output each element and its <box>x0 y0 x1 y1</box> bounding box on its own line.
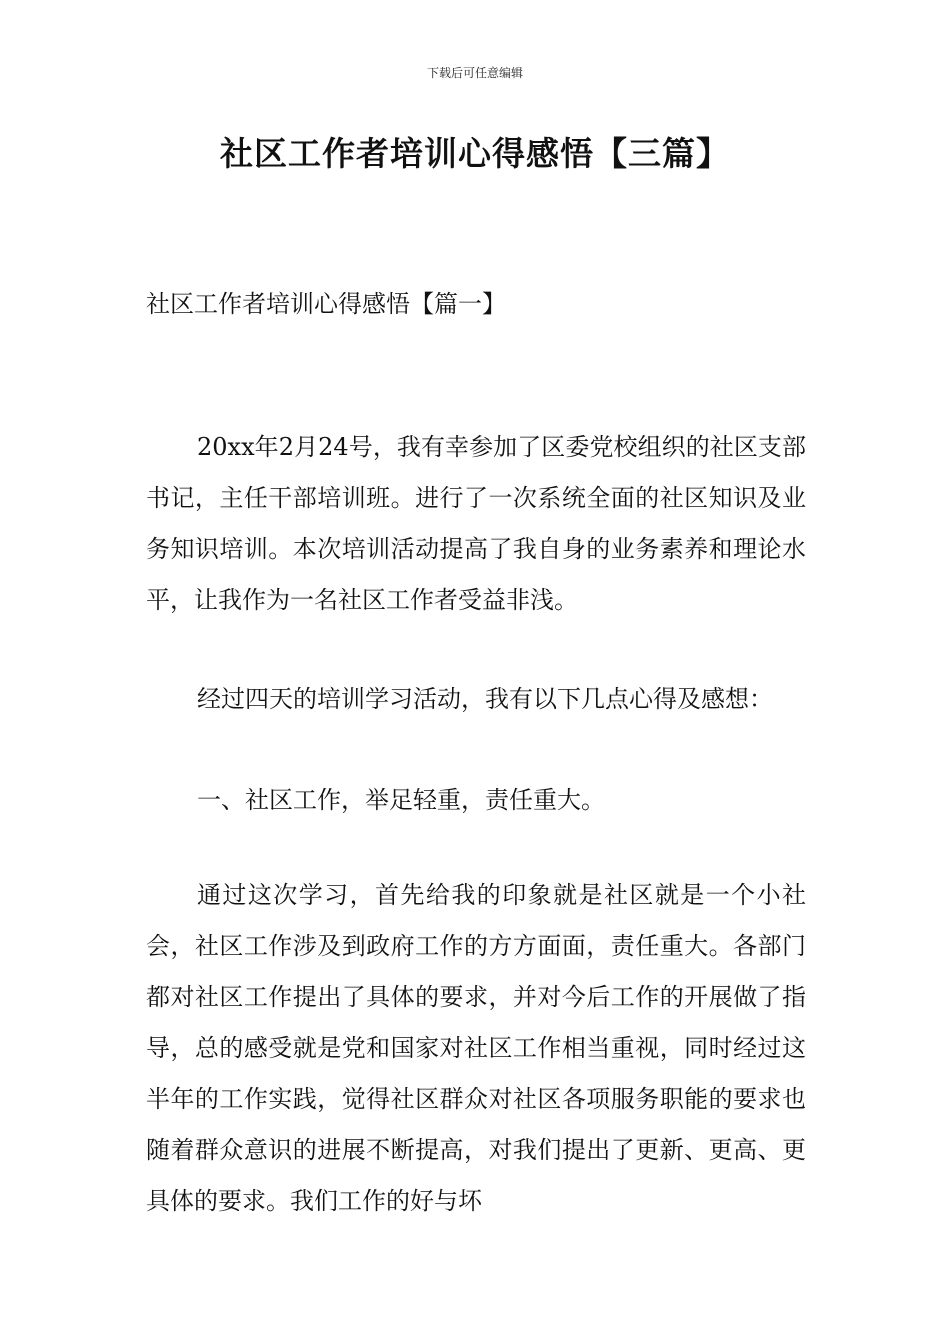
section-title: 社区工作者培训心得感悟【篇一】 <box>146 290 506 318</box>
paragraph-point-one-heading: 一、社区工作，举足轻重，责任重大。 <box>197 786 605 814</box>
document-title: 社区工作者培训心得感悟【三篇】 <box>220 134 730 173</box>
paragraph-point-one-body: 通过这次学习，首先给我的印象就是社区就是一个小社会，社区工作涉及到政府工作的方方面面，责任重大。各部门都对社区工作提出了具体的要求，并对今后工作的开展做了指导，总的感受就是党和国家对社区工作相当重视，同时经过这半年的工作实践，觉得社区群众对社区各项服务职能的要求也随着群众意识的进展不断提高，对我们提出了更新、更高、更具体的要求。我们工作的好与坏 <box>146 881 806 1215</box>
paragraph-summary: 经过四天的培训学习活动，我有以下几点心得及感想： <box>197 685 773 713</box>
paragraph-intro: 20xx年2月24号，我有幸参加了区委党校组织的社区支部书记，主任干部培训班。进行了一次系统全面的社区知识及业务知识培训。本次培训活动提高了我自身的业务素养和理论水平，让我作为一名社区工作者受益非浅。 <box>146 433 806 614</box>
header-note: 下载后可任意编辑 <box>426 66 523 80</box>
